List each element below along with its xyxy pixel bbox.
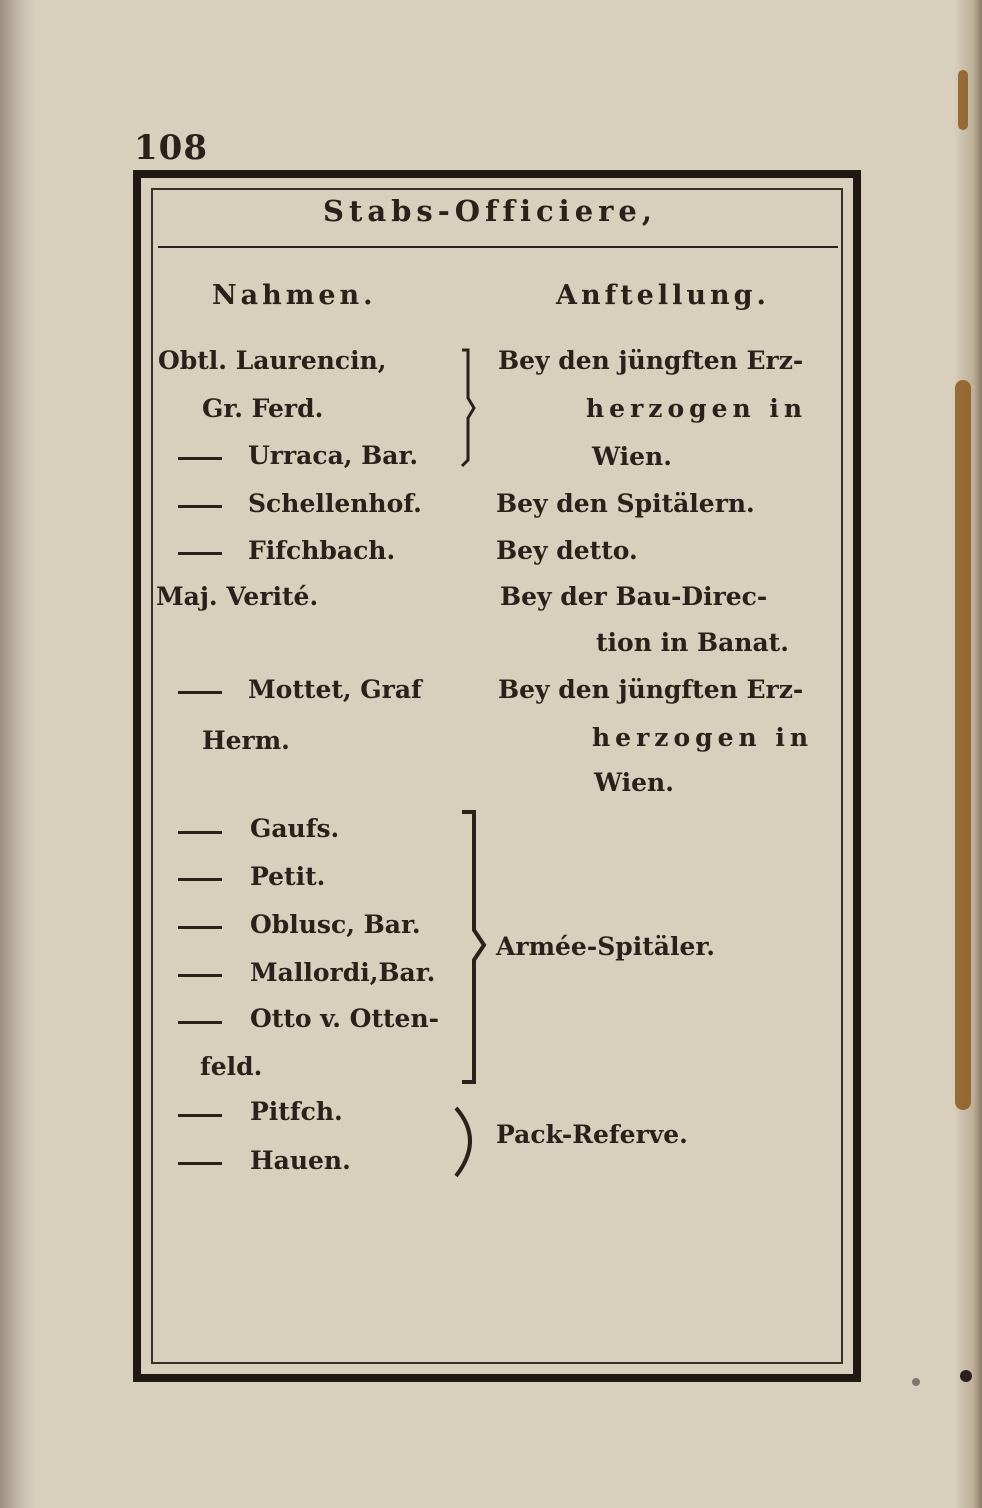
page-number: 108 [134, 128, 208, 168]
post-line: Bey der Bau-Direc- [500, 582, 768, 611]
name-line: Herm. [202, 726, 290, 755]
post-line: Bey den jüngften Erz- [498, 675, 804, 704]
paren-group2 [456, 1108, 470, 1176]
post-line: herzogen in [592, 723, 814, 752]
name-line: Fifchbach. [248, 536, 396, 565]
name-line: Obtl. Laurencin, [158, 346, 387, 375]
brace-group1 [462, 812, 484, 1082]
name-line: Mottet, Graf [248, 675, 422, 704]
name-line: Hauen. [250, 1146, 351, 1175]
name-line: Petit. [250, 862, 326, 891]
name-line: Urraca, Bar. [248, 441, 419, 470]
name-line: Otto v. Otten- [250, 1004, 440, 1033]
name-line: Oblusc, Bar. [250, 910, 421, 939]
name-line: Mallordi,Bar. [250, 958, 436, 987]
post-line: Bey detto. [496, 536, 638, 565]
post-line: herzogen in [586, 394, 808, 423]
post-line: Wien. [592, 442, 672, 471]
post-line: Bey den Spitälern. [496, 489, 755, 518]
name-line: Gr. Ferd. [202, 394, 324, 423]
name-line: Maj. Verité. [156, 582, 319, 611]
post-line: tion in Banat. [596, 628, 789, 657]
post-line: Bey den jüngften Erz- [498, 346, 804, 375]
name-line: Gaufs. [250, 814, 340, 843]
brace-row1 [462, 350, 474, 466]
post-line: Armée-Spitäler. [496, 932, 715, 961]
name-line: Schellenhof. [248, 489, 422, 518]
table-title: Stabs-Officiere, [323, 194, 657, 228]
name-line: Pitfch. [250, 1097, 343, 1126]
post-line: Pack-Referve. [496, 1120, 688, 1149]
name-line: feld. [200, 1052, 263, 1081]
column-header-name: Nahmen. [212, 280, 377, 311]
column-header-post: Anftellung. [556, 280, 770, 311]
post-line: Wien. [594, 768, 674, 797]
